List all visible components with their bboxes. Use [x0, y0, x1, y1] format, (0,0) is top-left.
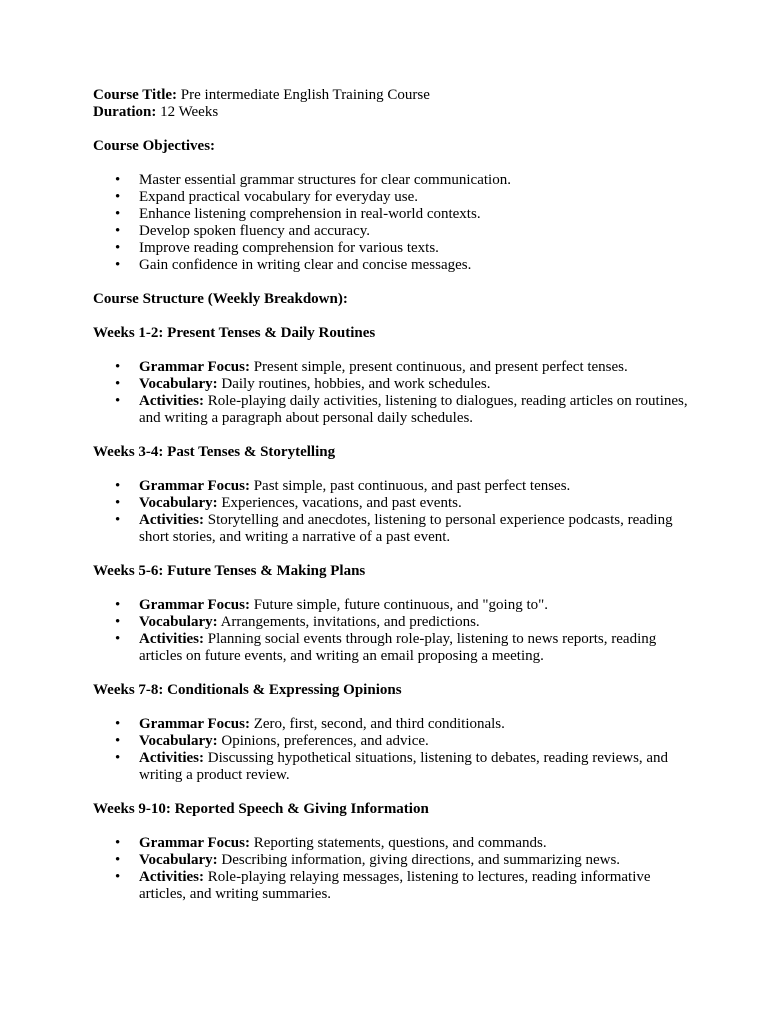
week-list [93, 359, 693, 427]
course-title-value: Pre intermediate English Training Course [180, 87, 430, 103]
item-label: Activities: [139, 393, 204, 409]
objectives-list [93, 172, 693, 274]
item-text: Role-playing relaying messages, listening to lectures, reading informative articles, and writing summaries. [139, 869, 651, 902]
list-item [93, 631, 693, 665]
item-text: Planning social events through role-play, listening to news reports, reading articles on future events, and writing an email proposing a meeting. [139, 631, 657, 664]
spacer [93, 546, 693, 563]
spacer [93, 155, 693, 172]
bullet-icon: • [115, 614, 121, 630]
item-label: Activities: [139, 869, 204, 885]
item-text: Present simple, present continuous, and present perfect tenses. [253, 359, 628, 375]
item-label: Grammar Focus: [139, 835, 250, 851]
list-item [93, 750, 693, 784]
item-text: Discussing hypothetical situations, listening to debates, reading reviews, and writing a product review. [139, 750, 669, 783]
spacer [93, 121, 693, 138]
bullet-icon: • [115, 631, 121, 647]
item-text: Storytelling and anecdotes, listening to personal experience podcasts, reading short stories, and writing a narrative of a past event. [139, 512, 673, 545]
list-item [93, 716, 693, 733]
bullet-icon: • [115, 206, 121, 222]
list-item [93, 359, 693, 376]
list-item [93, 172, 693, 189]
week-heading: Weeks 7-8: Conditionals & Expressing Opinions [93, 682, 402, 698]
list-item [93, 257, 693, 274]
spacer [93, 580, 693, 597]
objectives-heading: Course Objectives: [93, 138, 216, 154]
duration-value: 12 Weeks [160, 104, 219, 120]
week-list [93, 835, 693, 903]
week-heading: Weeks 5-6: Future Tenses & Making Plans [93, 563, 366, 579]
item-text: Zero, first, second, and third conditionals. [253, 716, 505, 732]
item-label: Grammar Focus: [139, 597, 250, 613]
bullet-icon: • [115, 376, 121, 392]
item-text: Opinions, preferences, and advice. [221, 733, 429, 749]
list-item [93, 512, 693, 546]
document-page [93, 87, 693, 903]
spacer [93, 427, 693, 444]
week-list [93, 478, 693, 546]
item-label: Vocabulary: [139, 614, 218, 630]
list-item [93, 614, 693, 631]
list-item [93, 189, 693, 206]
objective-text: Improve reading comprehension for various texts. [139, 240, 439, 256]
list-item [93, 495, 693, 512]
list-item [93, 869, 693, 903]
bullet-icon: • [115, 716, 121, 732]
bullet-icon: • [115, 257, 121, 273]
objective-text: Gain confidence in writing clear and concise messages. [139, 257, 472, 273]
list-item [93, 240, 693, 257]
bullet-icon: • [115, 223, 121, 239]
bullet-icon: • [115, 495, 121, 511]
bullet-icon: • [115, 852, 121, 868]
item-text: Role-playing daily activities, listening to dialogues, reading articles on routines, and writing a paragraph about personal daily schedules. [139, 393, 688, 426]
spacer [93, 308, 693, 325]
spacer [93, 818, 693, 835]
bullet-icon: • [115, 393, 121, 409]
spacer [93, 274, 693, 291]
bullet-icon: • [115, 835, 121, 851]
week-heading: Weeks 3-4: Past Tenses & Storytelling [93, 444, 336, 460]
bullet-icon: • [115, 512, 121, 528]
objective-text: Develop spoken fluency and accuracy. [139, 223, 371, 239]
item-text: Describing information, giving directions, and summarizing news. [221, 852, 621, 868]
list-item [93, 733, 693, 750]
item-text: Experiences, vacations, and past events. [221, 495, 462, 511]
item-label: Vocabulary: [139, 733, 218, 749]
bullet-icon: • [115, 733, 121, 749]
item-text: Daily routines, hobbies, and work schedules. [221, 376, 491, 392]
week-list [93, 716, 693, 784]
list-item [93, 223, 693, 240]
bullet-icon: • [115, 240, 121, 256]
spacer [93, 461, 693, 478]
duration-line [93, 104, 693, 121]
item-label: Vocabulary: [139, 376, 218, 392]
list-item [93, 478, 693, 495]
bullet-icon: • [115, 597, 121, 613]
bullet-icon: • [115, 172, 121, 188]
item-text: Arrangements, invitations, and predictions. [220, 614, 480, 630]
week-heading: Weeks 9-10: Reported Speech & Giving Information [93, 801, 429, 817]
item-label: Activities: [139, 631, 204, 647]
item-label: Grammar Focus: [139, 478, 250, 494]
item-text: Reporting statements, questions, and commands. [253, 835, 547, 851]
week-list [93, 597, 693, 665]
list-item [93, 852, 693, 869]
spacer [93, 699, 693, 716]
course-title-label: Course Title: [93, 87, 178, 103]
spacer [93, 342, 693, 359]
item-label: Vocabulary: [139, 852, 218, 868]
week-heading: Weeks 1-2: Present Tenses & Daily Routines [93, 325, 376, 341]
list-item [93, 376, 693, 393]
item-label: Grammar Focus: [139, 359, 250, 375]
item-label: Activities: [139, 750, 204, 766]
bullet-icon: • [115, 750, 121, 766]
duration-label: Duration: [93, 104, 157, 120]
objective-text: Expand practical vocabulary for everyday use. [139, 189, 419, 205]
objective-text: Master essential grammar structures for clear communication. [139, 172, 511, 188]
course-title-line [93, 87, 693, 104]
item-text: Past simple, past continuous, and past perfect tenses. [253, 478, 571, 494]
objective-text: Enhance listening comprehension in real-world contexts. [139, 206, 481, 222]
spacer [93, 665, 693, 682]
list-item [93, 597, 693, 614]
item-label: Grammar Focus: [139, 716, 250, 732]
bullet-icon: • [115, 869, 121, 885]
list-item [93, 393, 693, 427]
list-item [93, 835, 693, 852]
structure-heading: Course Structure (Weekly Breakdown): [93, 291, 348, 307]
item-text: Future simple, future continuous, and "going to". [253, 597, 548, 613]
spacer [93, 784, 693, 801]
bullet-icon: • [115, 359, 121, 375]
bullet-icon: • [115, 189, 121, 205]
list-item [93, 206, 693, 223]
item-label: Activities: [139, 512, 204, 528]
item-label: Vocabulary: [139, 495, 218, 511]
bullet-icon: • [115, 478, 121, 494]
